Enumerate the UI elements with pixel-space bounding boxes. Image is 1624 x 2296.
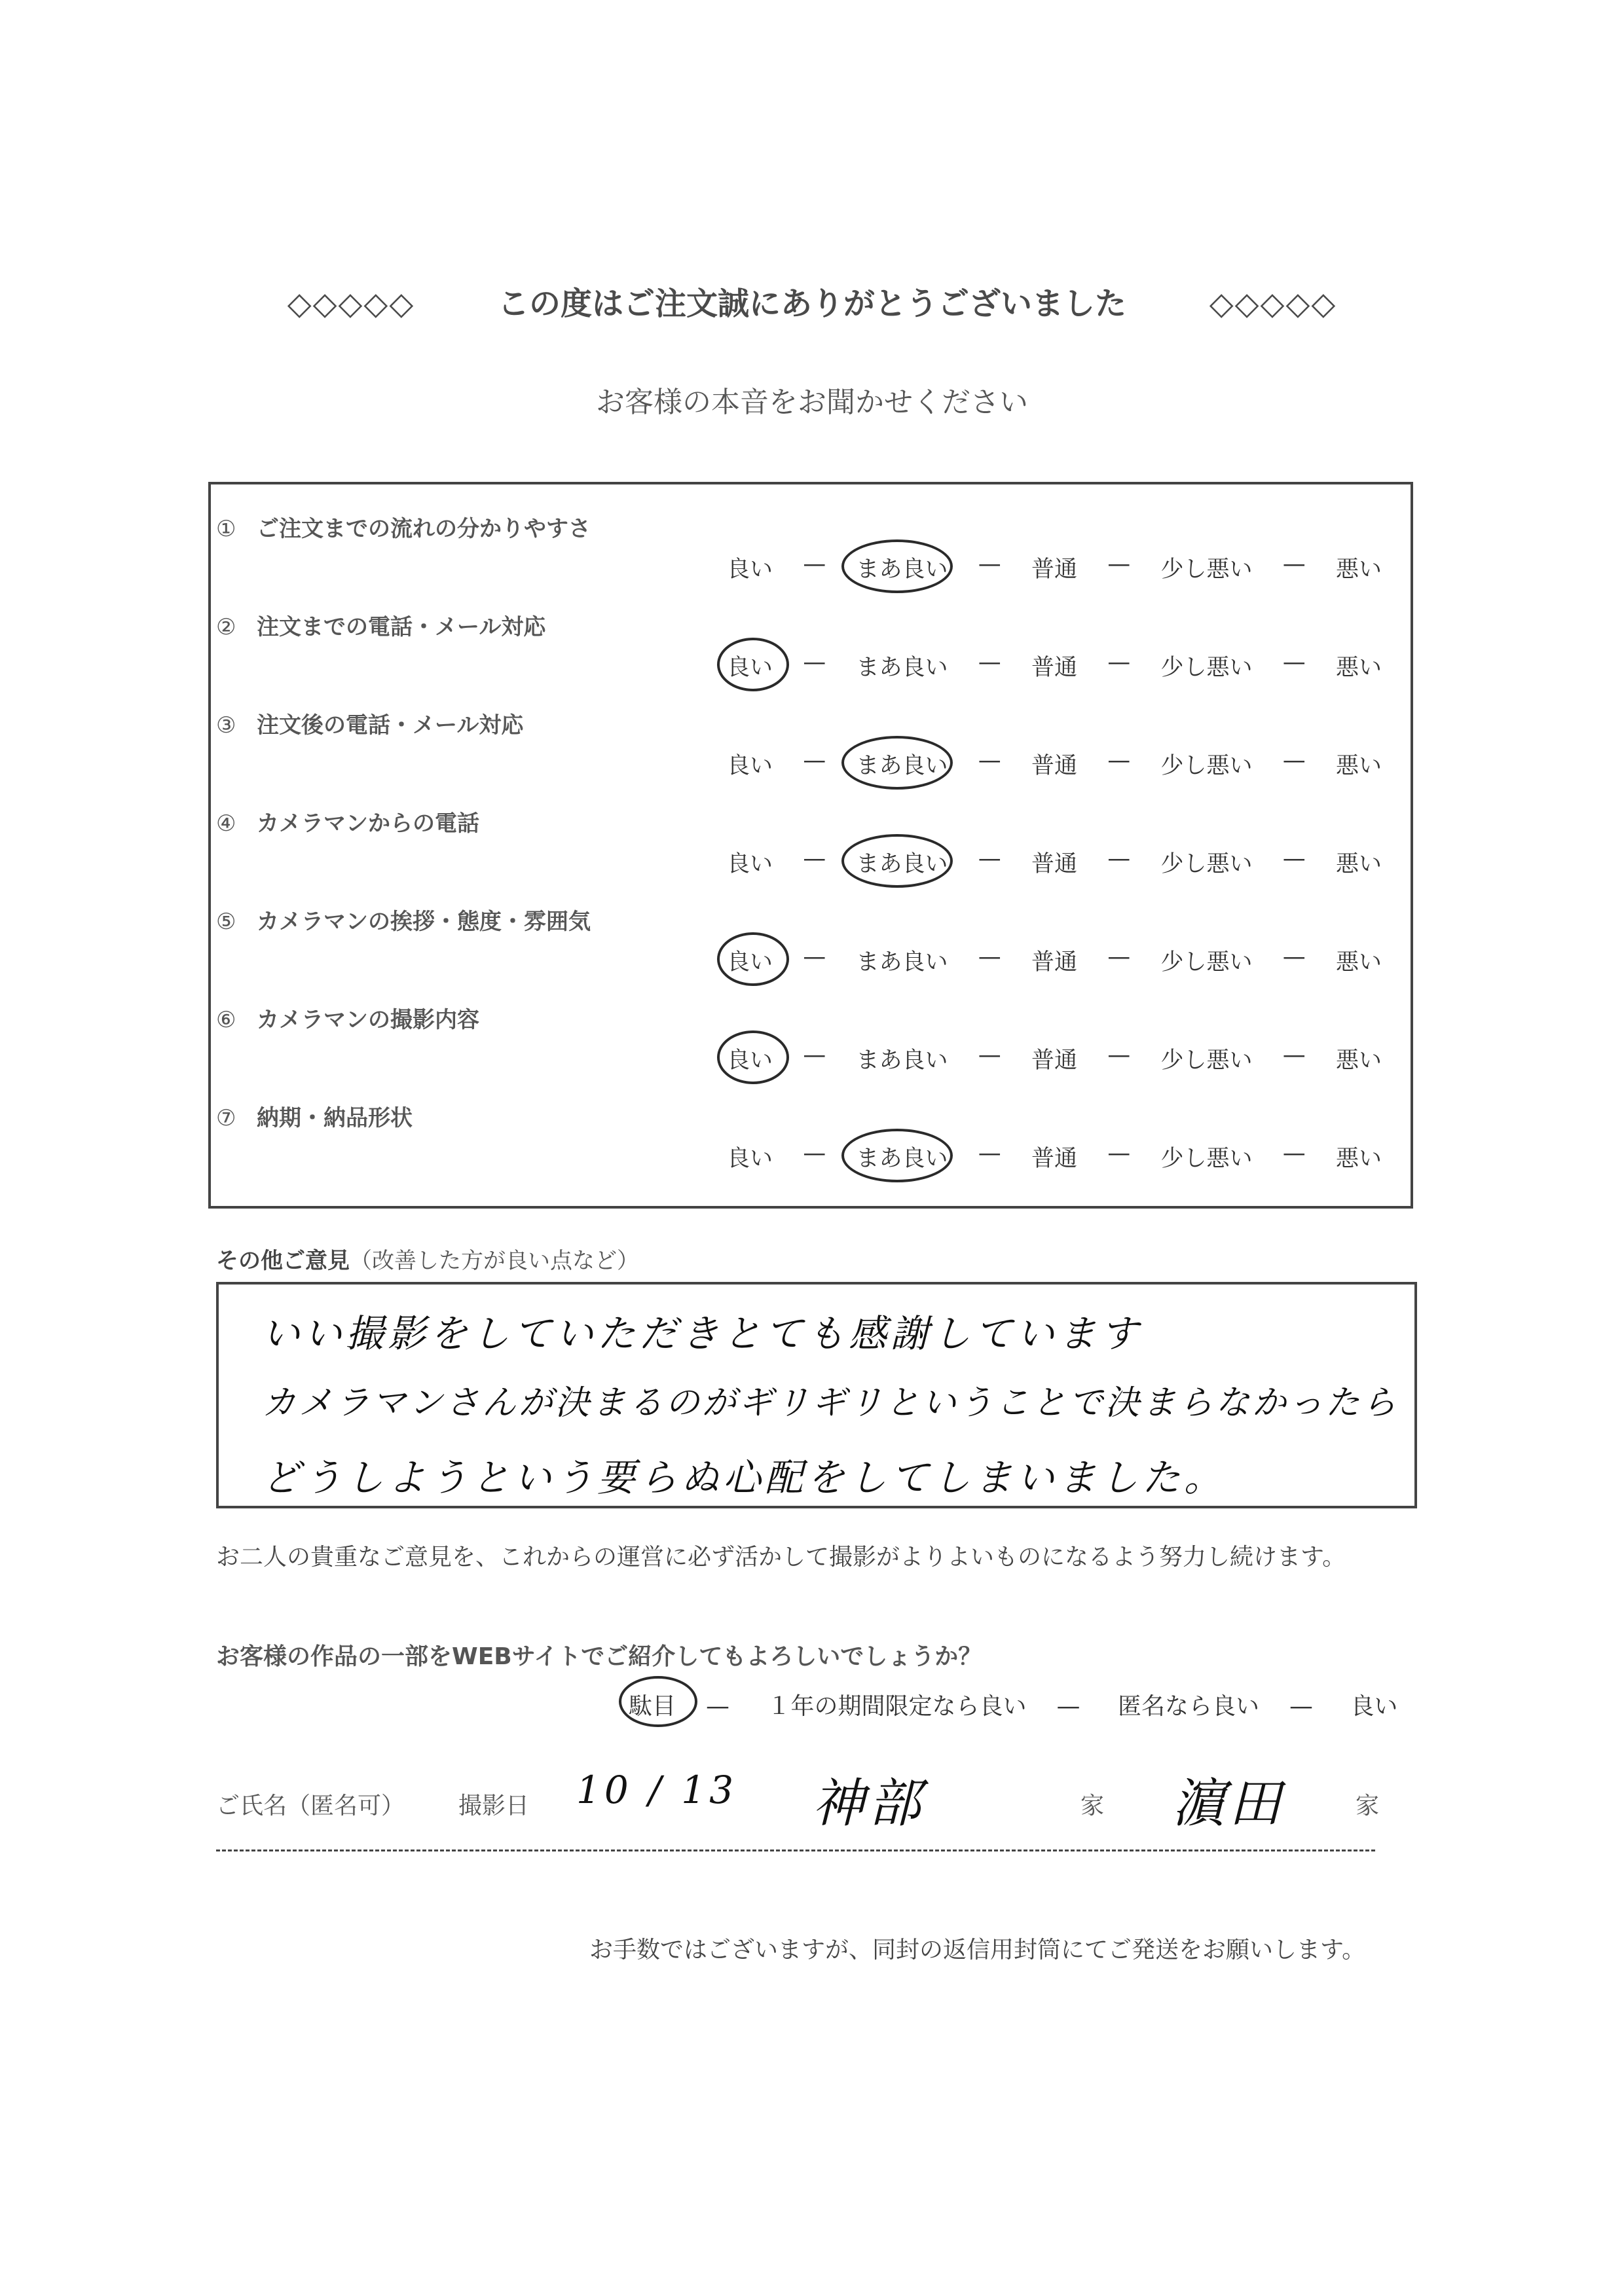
rating-option[interactable]: 悪い [1335, 556, 1382, 583]
question-number: ② [216, 614, 236, 640]
rating-option[interactable]: まあ良い [856, 851, 948, 877]
rating-separator: — [1282, 846, 1306, 872]
rating-separator: — [803, 748, 826, 774]
rating-separator: — [803, 846, 826, 872]
rating-separator: — [1107, 748, 1131, 774]
rating-option[interactable]: 普通 [1031, 851, 1077, 877]
family-suffix-1: 家 [1080, 1793, 1105, 1819]
rating-option[interactable]: 普通 [1031, 556, 1077, 583]
rating-option[interactable]: 少し悪い [1160, 949, 1253, 975]
page-title [0, 278, 1624, 323]
diamonds-right: ◇◇◇◇◇ [1209, 285, 1337, 322]
rating-separator: — [978, 846, 1001, 872]
web-sep: — [706, 1693, 730, 1720]
selected-rating-circle [841, 736, 953, 790]
web-option-anonymous[interactable]: 匿名なら良い [1117, 1693, 1259, 1720]
rating-row [727, 1042, 1382, 1075]
rating-option[interactable]: 普通 [1031, 753, 1077, 779]
rating-row [727, 748, 1382, 780]
rating-separator: — [1107, 1140, 1131, 1167]
web-option-yes[interactable]: 良い [1350, 1693, 1398, 1720]
rating-separator: — [978, 748, 1001, 774]
rating-option[interactable]: 普通 [1031, 655, 1077, 681]
rating-option[interactable]: 良い [727, 753, 773, 779]
question-label [216, 903, 591, 936]
rating-option[interactable]: まあ良い [856, 949, 948, 975]
rating-separator: — [803, 1042, 826, 1068]
question-number: ⑤ [216, 909, 236, 935]
rating-option[interactable]: 良い [727, 851, 773, 877]
rating-separator: — [978, 649, 1001, 676]
rating-option[interactable]: 少し悪い [1160, 1146, 1253, 1172]
rating-separator: — [1282, 1140, 1306, 1167]
question-label [216, 1100, 413, 1132]
rating-option[interactable]: 悪い [1335, 1048, 1382, 1074]
family-name-2[interactable]: 濵田 [1172, 1773, 1285, 1834]
question-number: ⑦ [216, 1105, 236, 1131]
rating-option[interactable]: 普通 [1031, 1146, 1077, 1172]
comment-line-2: カメラマンさんが決まるのがギリギリということで決まらなかったら [262, 1383, 1399, 1423]
rating-option[interactable]: 悪い [1335, 1146, 1382, 1172]
rating-option[interactable]: まあ良い [856, 655, 948, 681]
rating-option[interactable]: 少し悪い [1160, 1048, 1253, 1074]
rating-separator: — [803, 649, 826, 676]
rating-separator: — [803, 551, 826, 577]
rating-separator: — [803, 944, 826, 970]
name-label: ご氏名（匿名可） [216, 1793, 405, 1819]
web-sep: — [1056, 1693, 1080, 1720]
rating-row [727, 1140, 1382, 1173]
date-label: 撮影日 [458, 1793, 530, 1819]
rating-option[interactable]: 良い [727, 556, 773, 583]
rating-separator: — [978, 1140, 1001, 1167]
question-number: ④ [216, 811, 236, 837]
comment-line-3: どうしようという要らぬ心配をしてしまいました。 [262, 1455, 1227, 1500]
question-label [216, 511, 591, 543]
rating-row [727, 846, 1382, 879]
rating-option[interactable]: 良い [727, 1048, 773, 1074]
rating-option[interactable]: 少し悪い [1160, 851, 1253, 877]
signature-line [216, 1850, 1375, 1851]
question-label [216, 609, 545, 641]
rating-separator: — [978, 1042, 1001, 1068]
web-option-no[interactable]: 駄目 [629, 1693, 676, 1720]
date-value[interactable]: 10 / 13 [576, 1768, 738, 1812]
rating-option[interactable]: 普通 [1031, 1048, 1077, 1074]
title-text: この度はご注文誠にありがとうございました [497, 285, 1126, 322]
rating-option[interactable]: 良い [727, 949, 773, 975]
question-text: 注文後の電話・メール対応 [257, 712, 524, 738]
question-text: 納期・納品形状 [257, 1105, 413, 1131]
rating-separator: — [1107, 551, 1131, 577]
diamonds-left: ◇◇◇◇◇ [287, 285, 415, 322]
rating-separator: — [1282, 1042, 1306, 1068]
rating-separator: — [1282, 649, 1306, 676]
web-options [629, 1688, 1428, 1721]
rating-separator: — [1282, 944, 1306, 970]
rating-separator: — [803, 1140, 826, 1167]
rating-option[interactable]: まあ良い [856, 1048, 948, 1074]
web-selection-circle [619, 1676, 697, 1727]
rating-row [727, 649, 1382, 682]
rating-option[interactable]: 悪い [1335, 851, 1382, 877]
family-suffix-2: 家 [1356, 1793, 1380, 1819]
selected-rating-circle [841, 1129, 953, 1182]
selected-rating-circle [841, 834, 953, 888]
web-question: お客様の作品の一部をWEBサイトでご紹介してもよろしいでしょうか？ [216, 1643, 982, 1670]
rating-option[interactable]: まあ良い [856, 556, 948, 583]
comment-heading-bold: その他ご意見 [216, 1248, 350, 1274]
rating-separator: — [1107, 1042, 1131, 1068]
family-name-1[interactable]: 神部 [812, 1773, 925, 1834]
selected-rating-circle [717, 1030, 789, 1084]
rating-separator: — [1107, 846, 1131, 872]
question-label [216, 805, 479, 837]
selected-rating-circle [841, 539, 953, 593]
web-sep: — [1289, 1693, 1313, 1720]
thanks-text: お二人の貴重なご意見を、これからの運営に必ず活かして撮影がよりよいものになるよう努力し続けます。 [216, 1544, 1346, 1571]
question-text: カメラマンからの電話 [257, 811, 479, 837]
rating-separator: — [1282, 748, 1306, 774]
rating-row [727, 944, 1382, 977]
comment-heading-note: （改善した方が良い点など） [350, 1248, 639, 1274]
page-subtitle: お客様の本音をお聞かせください [596, 386, 1028, 419]
rating-separator: — [1282, 551, 1306, 577]
rating-option[interactable]: 少し悪い [1160, 753, 1253, 779]
question-text: カメラマンの挨拶・態度・雰囲気 [257, 909, 591, 935]
question-number: ⑥ [216, 1007, 236, 1033]
question-number: ① [216, 516, 236, 542]
comment-heading [216, 1243, 639, 1275]
rating-option[interactable]: 少し悪い [1160, 655, 1253, 681]
question-number: ③ [216, 712, 236, 738]
rating-option[interactable]: 少し悪い [1160, 556, 1253, 583]
rating-option[interactable]: 普通 [1031, 949, 1077, 975]
rating-option[interactable]: まあ良い [856, 753, 948, 779]
rating-option[interactable]: 良い [727, 655, 773, 681]
web-option-limited[interactable]: １年の期間限定なら良い [767, 1693, 1027, 1720]
rating-separator: — [978, 944, 1001, 970]
question-text: 注文までの電話・メール対応 [257, 614, 546, 640]
rating-option[interactable]: 悪い [1335, 949, 1382, 975]
rating-separator: — [978, 551, 1001, 577]
question-label [216, 1002, 479, 1034]
rating-option[interactable]: 良い [727, 1146, 773, 1172]
footer-note: お手数ではございますが、同封の返信用封筒にてご発送をお願いします。 [589, 1937, 1366, 1963]
rating-separator: — [1107, 649, 1131, 676]
question-text: ご注文までの流れの分かりやすさ [257, 516, 591, 542]
rating-separator: — [1107, 944, 1131, 970]
rating-option[interactable]: 悪い [1335, 655, 1382, 681]
selected-rating-circle [717, 932, 789, 986]
comment-line-1: いい撮影をしていただきとても感謝しています [262, 1311, 1143, 1356]
rating-option[interactable]: まあ良い [856, 1146, 948, 1172]
question-label [216, 707, 523, 739]
rating-row [727, 551, 1382, 584]
rating-option[interactable]: 悪い [1335, 753, 1382, 779]
selected-rating-circle [717, 638, 789, 691]
question-text: カメラマンの撮影内容 [257, 1007, 479, 1033]
